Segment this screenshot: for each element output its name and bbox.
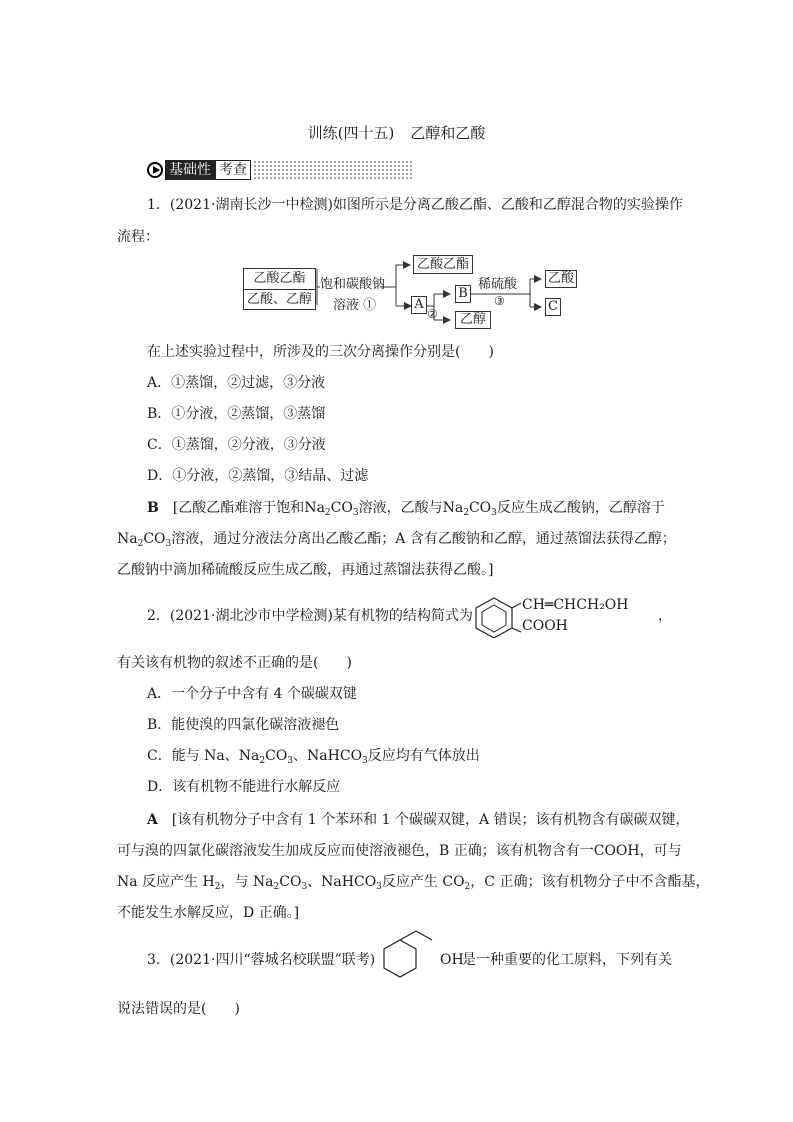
play-icon bbox=[147, 162, 163, 178]
reagent2-label: 稀硫酸 bbox=[478, 277, 518, 292]
banner-label-basic: 基础性 bbox=[165, 160, 215, 180]
q2-substituent-bottom: COOH bbox=[522, 618, 568, 634]
mixture-line2: 乙酸、乙醇 bbox=[246, 292, 312, 307]
q1-option-a: A．①蒸馏，②过滤，③分液 bbox=[147, 375, 326, 391]
q1-option-c: C．①蒸馏，②分液，③分液 bbox=[147, 437, 326, 453]
q2-stem-a: 2．(2021·湖北沙市中学检测)某有机物的结构简式为 bbox=[147, 608, 473, 624]
q2-stem-comma: ， bbox=[658, 608, 672, 624]
q2-answer: A bbox=[147, 812, 158, 828]
reagent1-line2: 溶液 ① bbox=[333, 298, 377, 313]
q3-oh-group: OH bbox=[440, 952, 464, 968]
q1-explanation-line1: B [乙酸乙酯难溶于饱和$Na_2CO_3$溶液，乙酸与$Na_2CO_3$反应生成乙酸钠，乙醇溶于 bbox=[147, 500, 665, 518]
mixture-box bbox=[243, 268, 316, 310]
q1-question: 在上述实验过程中，所涉及的三次分离操作分别是( ) bbox=[147, 344, 494, 360]
benzyl-alcohol-structure-icon bbox=[378, 930, 444, 986]
benzene-ring-icon bbox=[467, 596, 521, 638]
reagent1-line1: 饱和碳酸钠 bbox=[320, 277, 386, 292]
ethanol-box: 乙醇 bbox=[455, 311, 491, 329]
a-box: A bbox=[411, 296, 427, 314]
q1-stem-line1: 1．(2021·湖南长沙一中检测)如图所示是分离乙酸乙酯、乙酸和乙醇混合物的实验操作 bbox=[147, 197, 683, 213]
title-right: 乙醇和乙酸 bbox=[410, 124, 486, 142]
q1-option-b: B．①分液，②蒸馏，③蒸馏 bbox=[147, 406, 326, 422]
q2-explanation-line2: 可与溴的四氯化碳溶液发生加成反应而使溶液褪色，B 正确；该有机物含有一COOH，可与 bbox=[117, 843, 682, 859]
page-title bbox=[0, 122, 793, 143]
step3-label: ③ bbox=[494, 294, 505, 308]
title-left: 训练(四十五) bbox=[307, 124, 395, 142]
q2-option-a: A．一个分子中含有 4 个碳碳双键 bbox=[147, 686, 357, 702]
q1-explanation-line2: $Na_2CO_3$溶液，通过分液法分离出乙酸乙酯；A 含有乙酸钠和乙醇，通过蒸馏法获得乙醇； bbox=[117, 531, 676, 549]
q1-explanation-line3: 乙酸钠中滴加稀硫酸反应生成乙酸，再通过蒸馏法获得乙酸。] bbox=[117, 562, 494, 578]
q2-stem-b: 有关该有机物的叙述不正确的是( ) bbox=[117, 655, 352, 671]
ester-box: 乙酸乙酯 bbox=[413, 255, 473, 274]
section-banner bbox=[147, 160, 413, 180]
q2-explanation-line3: Na 反应产生 $H_2$，与 $Na_2CO_3$、NaHCO$_3$反应产生 $CO_2$，C 正确；该有机物分子中不含酯基， bbox=[117, 874, 710, 892]
q2-explanation-line4: 不能发生水解反应，D 正确。] bbox=[117, 905, 300, 921]
banner-dot-pattern bbox=[253, 160, 413, 180]
q1-answer: B bbox=[147, 500, 159, 516]
acid-box: 乙酸 bbox=[545, 270, 577, 288]
q2-option-d: D．该有机物不能进行水解反应 bbox=[147, 779, 341, 795]
q3-stem-a: 3．(2021·四川“蓉城名校联盟”联考) bbox=[147, 952, 376, 968]
banner-label-exam: 考查 bbox=[215, 160, 251, 180]
q3-stem-c: 说法错误的是( ) bbox=[117, 1001, 240, 1017]
q1-stem-line2: 流程： bbox=[117, 229, 159, 245]
mixture-line1: 乙酸乙酯 bbox=[244, 269, 315, 290]
q1-option-d: D．①分液，②蒸馏，③结晶、过滤 bbox=[147, 468, 369, 484]
b-box: B bbox=[455, 285, 471, 303]
q2-explanation-line1: A [该有机物分子中含有 1 个苯环和 1 个碳碳双键，A 错误；该有机物含有碳碳双键， bbox=[147, 812, 690, 828]
c-box: C bbox=[545, 298, 561, 316]
q2-option-b: B．能使溴的四氯化碳溶液褪色 bbox=[147, 717, 340, 733]
q2-substituent-top: CH═CHCH₂OH bbox=[522, 597, 629, 613]
q3-stem-b: 是一种重要的化工原料，下列有关 bbox=[462, 952, 672, 968]
step2-label: ② bbox=[427, 307, 438, 321]
q2-option-c: C．能与 Na、$Na_2CO_3$、NaHCO$_3$反应均有气体放出 bbox=[147, 748, 480, 766]
